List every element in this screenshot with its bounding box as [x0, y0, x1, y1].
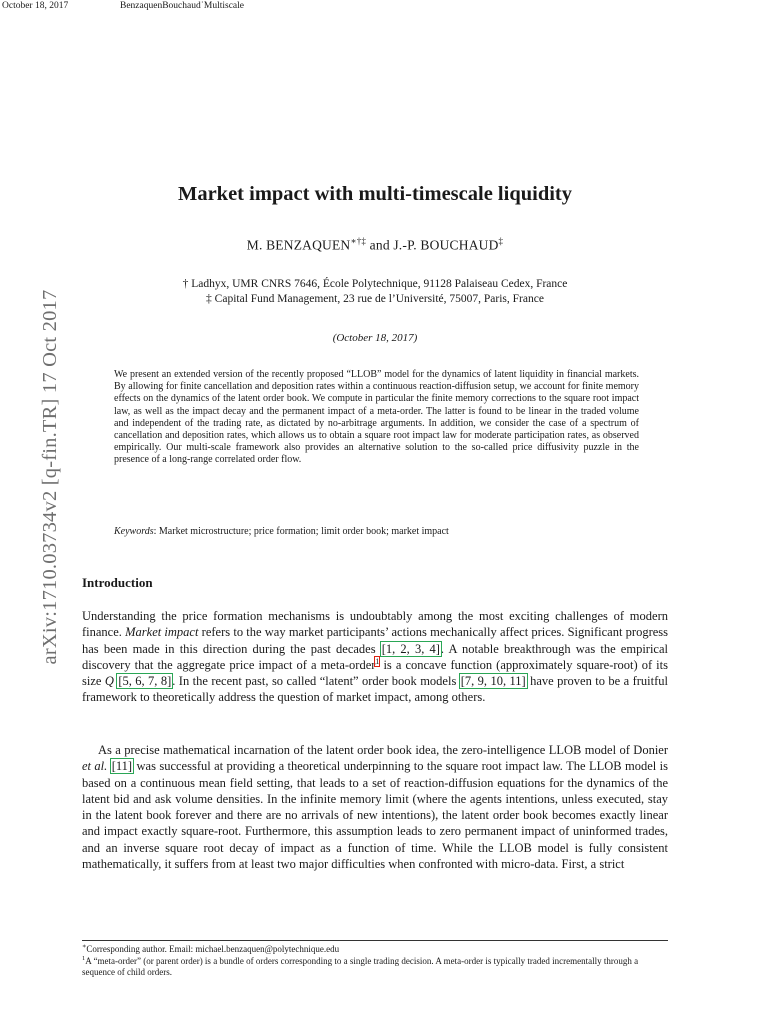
- footnote-ref-1[interactable]: 1: [375, 656, 380, 666]
- paper-date: [0, 332, 750, 344]
- author-bouchaud: and J.-P. BOUCHAUD: [366, 237, 499, 253]
- abstract: We present an extended version of the recently proposed “LLOB” model for the dynamics of latent liquidity in financial markets. By allowing for finite cancellation and deposition rates within a continuous reaction-diffusion setup, we account for finite memory effects on the dynamics of the latent order book. We compute in particular the finite memory corrections to the square root impact law, as well as the impact decay and the permanent impact of a meta-order. The latter is found to be linear in the traded volume and independent of the trading rate, as dictated by no-arbitrage arguments. In addition, we consider the case of a spectrum of cancellation and deposition rates, which allows us to obtain a square root impact law for moderate participation rates, as observed empirically. Our multi-scale framework also provides an alternative solution to the so-called price diffusivity puzzle in the presence of a long-range correlated order flow.: [114, 369, 639, 466]
- header-title: BenzaquenBouchaud˙Multiscale: [120, 1, 244, 11]
- text-run: As a precise mathematical incarnation of the latent order book idea, the zero-intelligence LLOB model of Donier: [98, 743, 668, 757]
- math-q: Q: [104, 674, 114, 689]
- affiliation-ladhyx: † Ladhyx, UMR CNRS 7646, École Polytechnique, 91128 Palaiseau Cedex, France: [182, 278, 568, 290]
- author-list: [0, 236, 750, 254]
- keywords-text: : Market microstructure; price formation; limit order book; market impact: [153, 526, 449, 537]
- affiliation-cfm: ‡ Capital Fund Management, 23 rue de l’Université, 75007, Paris, France: [206, 293, 544, 305]
- author-marks-b: ‡: [498, 236, 504, 246]
- footnote-text: Corresponding author. Email: michael.benzaquen@polytechnique.edu: [86, 944, 340, 954]
- footnote-1: [82, 956, 668, 979]
- keywords-label: Keywords: [114, 526, 154, 537]
- footnote-mark: ∗: [82, 943, 87, 950]
- paper-date-text: (October 18, 2017): [332, 332, 418, 344]
- citation-link[interactable]: [11]: [111, 759, 133, 774]
- emphasis-market-impact: Market impact: [125, 625, 199, 640]
- text-run: refers to the way market participants’ actions mechanically affect prices. Significant progress has been made in this direction during the past decades: [82, 625, 669, 656]
- text-run: Understanding the price formation mechanisms is undoubtably among the most exciting challenges of modern finance.: [82, 609, 668, 640]
- keywords: [114, 526, 639, 537]
- section-title: Introduction: [82, 575, 153, 590]
- footnote-text: A “meta-order” (or parent order) is a bundle of orders corresponding to a single trading decision. A meta-order is typically traded incrementally through a sequence of child orders.: [82, 955, 639, 977]
- footnote-divider: [82, 940, 668, 941]
- intro-paragraph-1: [82, 608, 668, 706]
- emphasis-et-al: et al.: [82, 759, 108, 774]
- intro-paragraph-2: [82, 742, 668, 872]
- text-run: is a concave function (approximately square-root) of its size: [82, 657, 668, 689]
- header-date: October 18, 2017: [2, 1, 69, 11]
- text-run: . In the recent past, so called “latent” order book models: [172, 674, 460, 689]
- author-marks-a: ∗†‡: [350, 236, 367, 246]
- author-benzaquen: M. BENZAQUEN: [246, 237, 351, 253]
- text-run: was successful at providing a theoretical underpinning to the square root impact law. The LLOB model is based on a continuous mean field setting, that leads to a set of reaction-diffusion equations for the dynamics of the latent bid and ask volume densities. In the infinite memory limit (where the agents intentions, unless executed, stay in the latent book forever and there are no arrivals of new intentions), the latent order book becomes exactly linear and impact exactly square-root. Furthermore, this assumption leads to zero permanent impact of uninformed trades, and an inverse square root decay of impact as a function of time. While the LLOB model is fully consistent mathematically, it suffers from at least two major difficulties when confronted with micro-data. First, a strict: [82, 759, 669, 872]
- paper-title: Market impact with multi-timescale liquidity: [177, 183, 572, 205]
- arxiv-stamp: arXiv:1710.03734v2 [q-fin.TR] 17 Oct 2017: [39, 289, 61, 665]
- footnote-corresponding: [82, 944, 668, 956]
- text-run: have proven to be a fruitful framework to theoretically address the question of market impact, among others.: [82, 674, 668, 705]
- affiliations: [0, 277, 750, 307]
- text-run: . A notable breakthrough was the empirical discovery that the aggregate price impact of a meta-order: [82, 641, 668, 672]
- citation-link[interactable]: [7, 9, 10, 11]: [460, 674, 526, 689]
- footnote-mark: 1: [82, 954, 86, 962]
- running-header: [2, 1, 244, 11]
- footnotes: [82, 944, 668, 979]
- citation-link[interactable]: [5, 6, 7, 8]: [118, 674, 172, 689]
- citation-link[interactable]: [1, 2, 3, 4]: [381, 641, 440, 656]
